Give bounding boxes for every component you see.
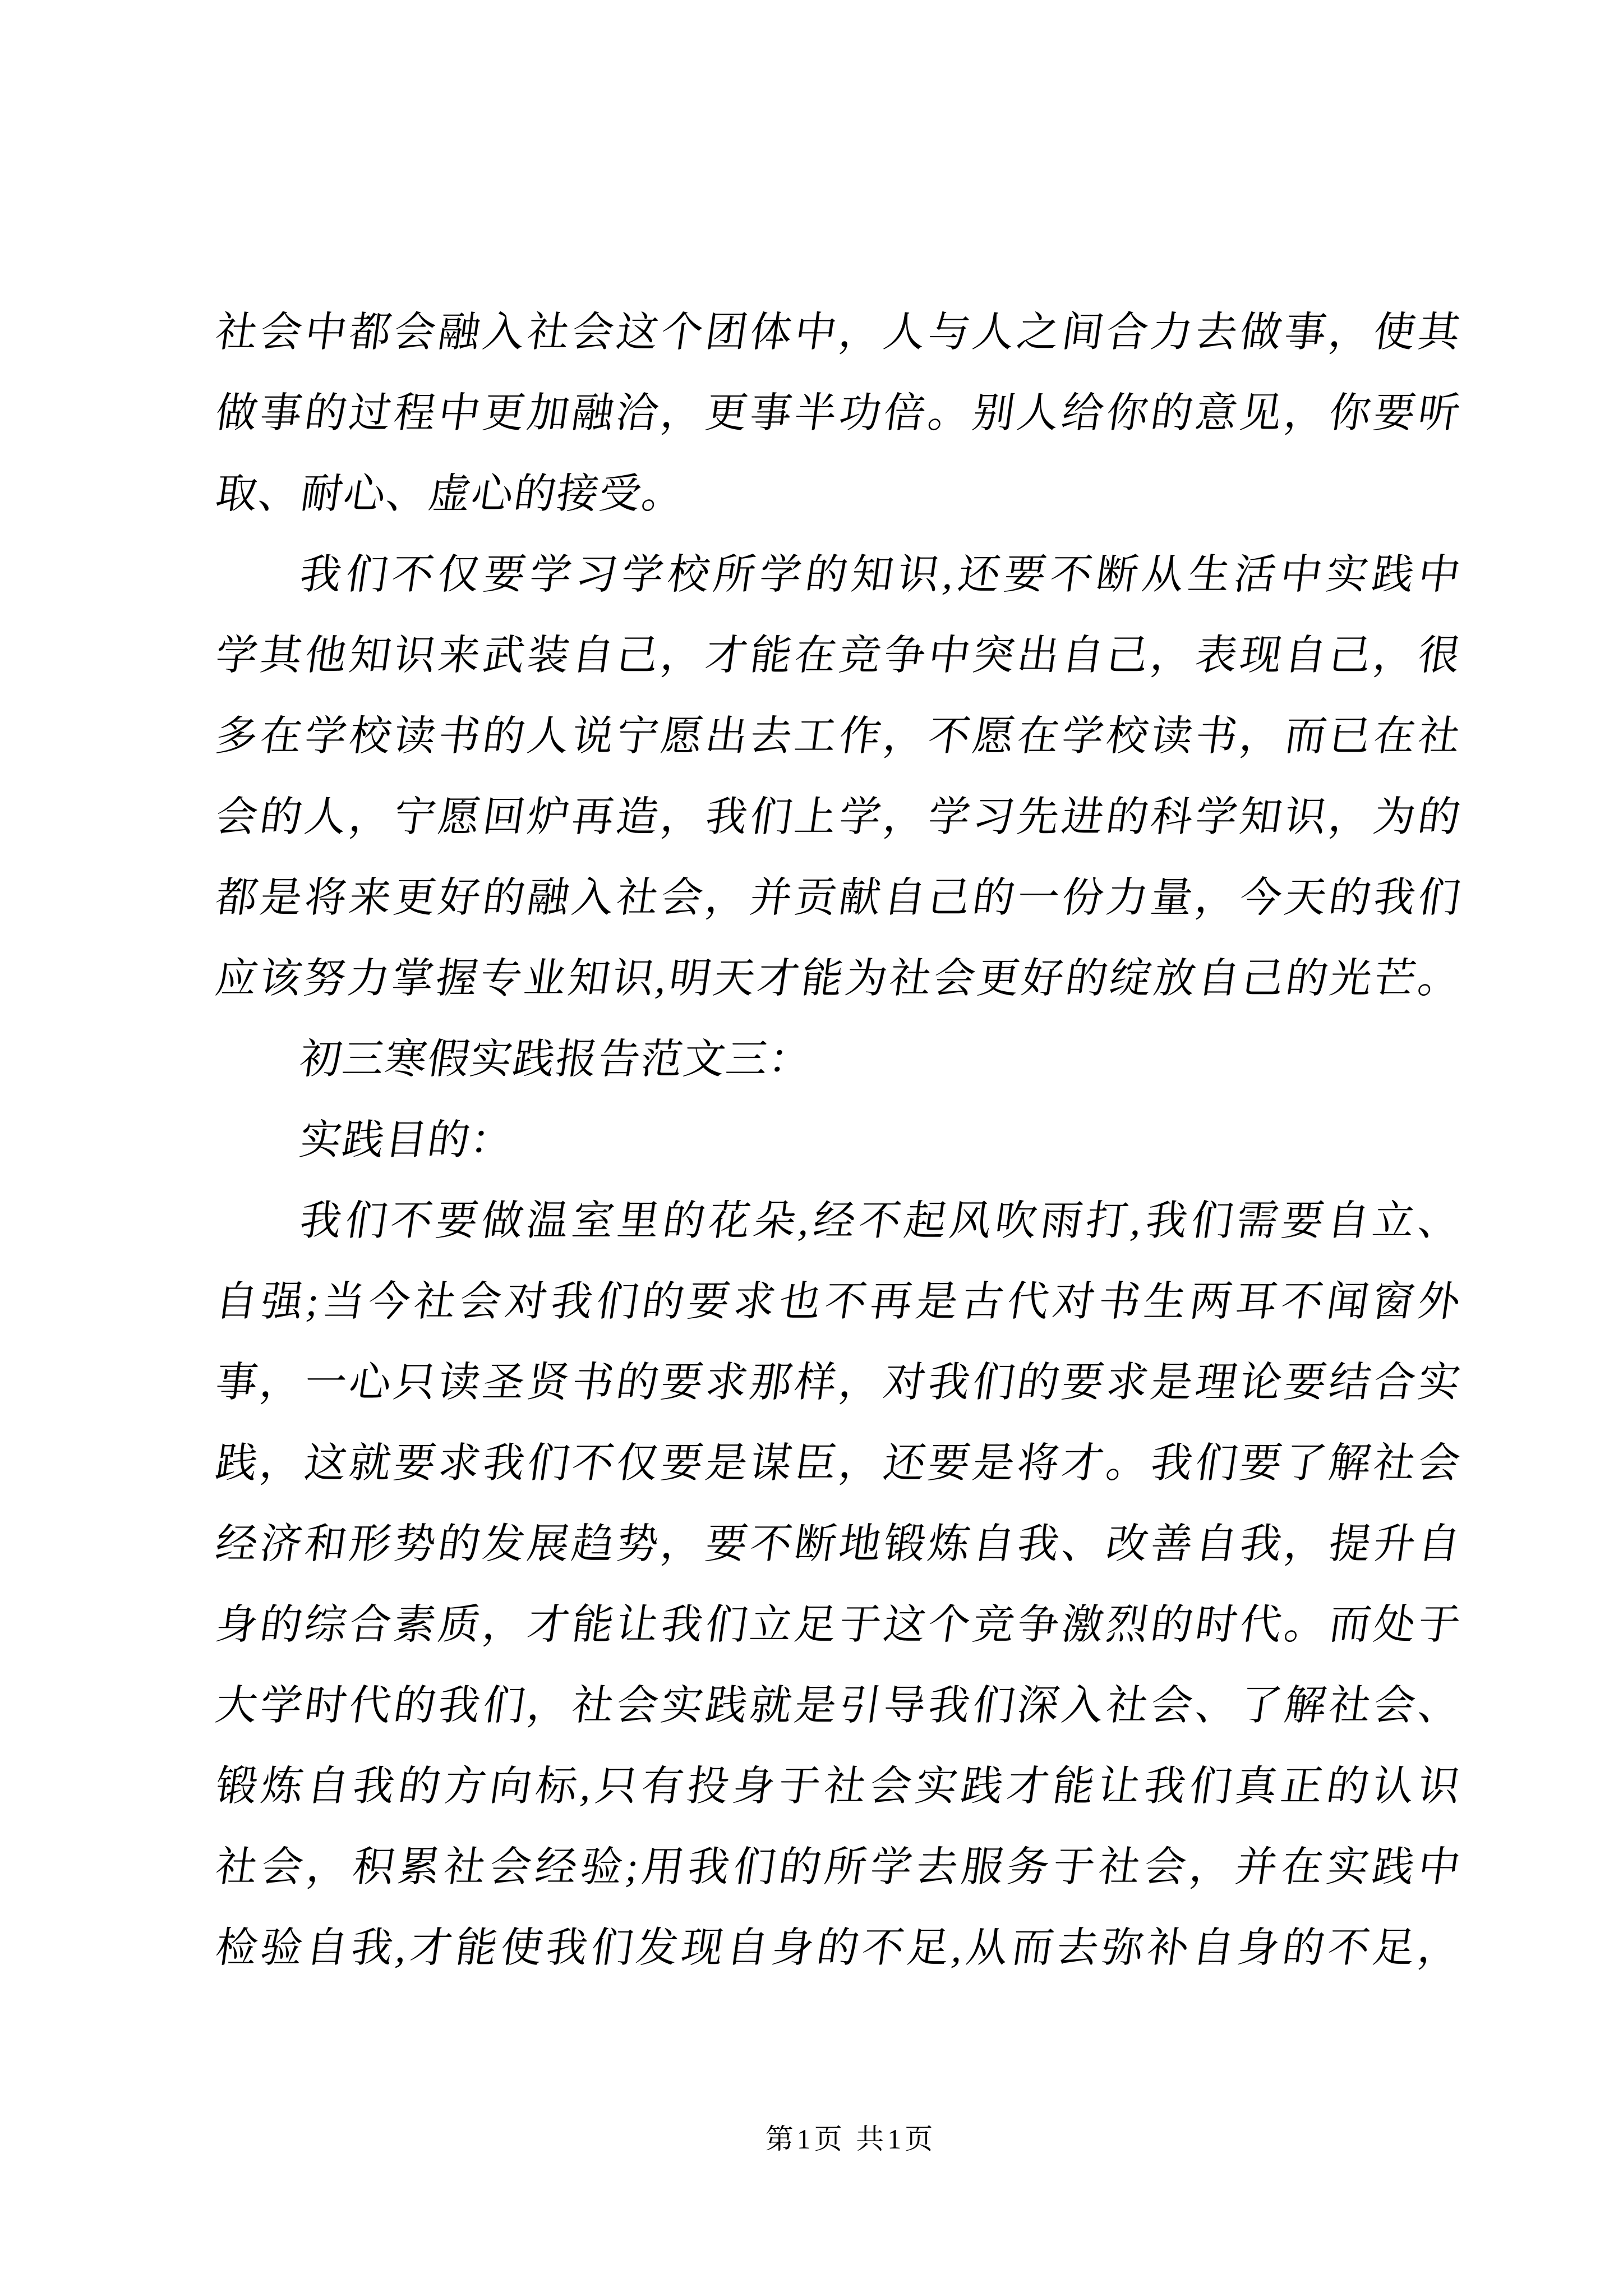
text-line: 实践目的： bbox=[297, 1117, 517, 1163]
text-line: 学其他知识来武装自己，才能在竞争中突出自己，表现自己，很 bbox=[213, 633, 1464, 679]
document-body bbox=[213, 292, 1464, 1989]
text-line: 自强;当今社会对我们的要求也不再是古代对书生两耳不闻窗外 bbox=[213, 1279, 1464, 1325]
text-line: 社会中都会融入社会这个团体中，人与人之间合力去做事，使其 bbox=[213, 310, 1464, 356]
text-line: 事，一心只读圣贤书的要求那样，对我们的要求是理论要结合实 bbox=[213, 1360, 1464, 1406]
text-line: 做事的过程中更加融洽，更事半功倍。别人给你的意见，你要听 bbox=[213, 390, 1464, 436]
text-line: 多在学校读书的人说宁愿出去工作，不愿在学校读书，而已在社 bbox=[213, 714, 1464, 760]
text-line: 初三寒假实践报告范文三： bbox=[297, 1037, 815, 1083]
text-line: 践，这就要求我们不仅要是谋臣，还要是将才。我们要了解社会 bbox=[213, 1441, 1464, 1487]
page-number-label: 第1页 共1页 bbox=[765, 2123, 937, 2155]
text-line: 会的人，宁愿回炉再造，我们上学，学习先进的科学知识，为的 bbox=[213, 794, 1464, 840]
text-line: 社会，积累社会经验;用我们的所学去服务于社会，并在实践中 bbox=[213, 1844, 1464, 1890]
text-line: 大学时代的我们，社会实践就是引导我们深入社会、了解社会、 bbox=[213, 1683, 1464, 1729]
text-line: 检验自我,才能使我们发现自身的不足,从而去弥补自身的不足， bbox=[213, 1925, 1464, 1971]
text-line: 锻炼自我的方向标,只有投身于社会实践才能让我们真正的认识 bbox=[213, 1764, 1464, 1810]
text-line: 都是将来更好的融入社会，并贡献自己的一份力量，今天的我们 bbox=[213, 875, 1464, 921]
text-line: 取、耐心、虚心的接受。 bbox=[213, 471, 688, 517]
text-line: 经济和形势的发展趋势，要不断地锻炼自我、改善自我，提升自 bbox=[213, 1521, 1464, 1567]
text-line: 身的综合素质，才能让我们立足于这个竞争激烈的时代。而处于 bbox=[213, 1602, 1464, 1648]
page-footer bbox=[0, 2122, 1623, 2156]
text-line: 我们不仅要学习学校所学的知识,还要不断从生活中实践中 bbox=[297, 552, 1464, 598]
text-line: 我们不要做温室里的花朵,经不起风吹雨打,我们需要自立、 bbox=[297, 1198, 1464, 1244]
text-line: 应该努力掌握专业知识,明天才能为社会更好的绽放自己的光芒。 bbox=[213, 956, 1464, 1002]
